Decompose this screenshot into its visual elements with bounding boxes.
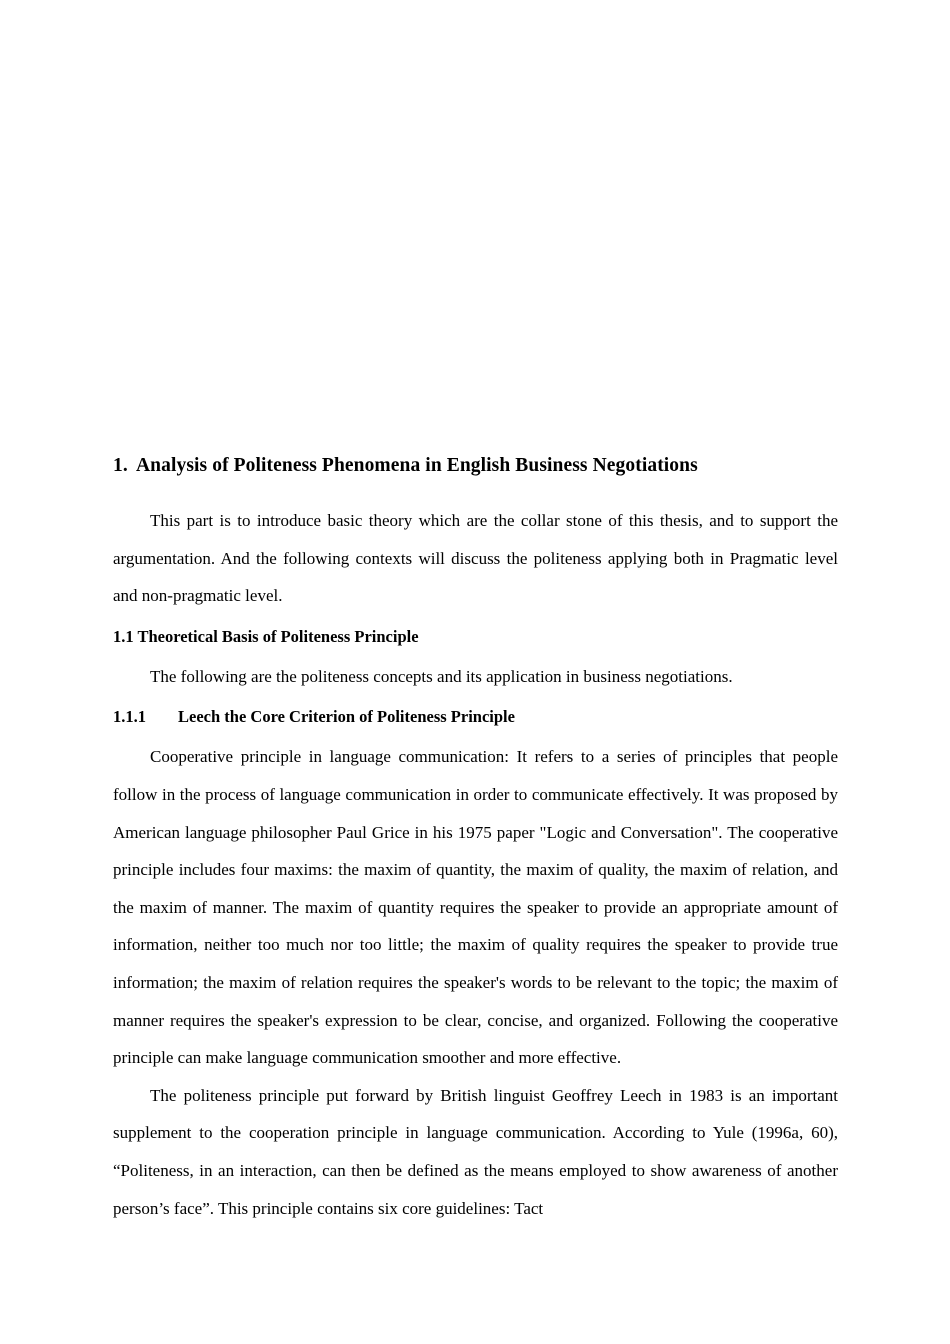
section-heading-1-title: Analysis of Politeness Phenomena in English Business Negotiations — [136, 455, 698, 476]
section-heading-3 — [113, 705, 838, 729]
section-heading-1 — [113, 452, 838, 480]
page-text-block — [113, 452, 838, 1227]
section-heading-1-number: 1. — [113, 455, 128, 476]
section-heading-3-title: Leech the Core Criterion of Politeness Principle — [178, 707, 515, 727]
lead-paragraph: The following are the politeness concepts and its application in business negotiations. — [150, 666, 733, 686]
section-heading-3-number: 1.1.1 — [113, 707, 146, 727]
intro-paragraph: This part is to introduce basic theory which are the collar stone of this thesis, and to support the argumentation. And the following contexts will discuss the politeness applying both in Pragmatic level and non-pragmatic level. — [113, 511, 838, 606]
body-paragraph-cooperative-principle: Cooperative principle in language communication: It refers to a series of principles that people follow in the process of language communication in order to communicate effectively. It was proposed by American language philosopher Paul Grice in his 1975 paper "Logic and Conversation". The cooperative principle includes four maxims: the maxim of quantity, the maxim of quality, the maxim of relation, and the maxim of manner. The maxim of quantity requires the speaker to provide an appropriate amount of information, neither too much nor too little; the maxim of quality requires the speaker to provide true information; the maxim of relation requires the speaker's words to be relevant to the topic; the maxim of manner requires the speaker's expression to be clear, concise, and organized. Following the cooperative principle can make language communication smoother and more effective. — [113, 747, 838, 1068]
body-paragraph-politeness-principle: The politeness principle put forward by British linguist Geoffrey Leech in 1983 is an important supplement to the cooperation principle in language communication. According to Yule (1996a, 60), “Politeness, in an interaction, can then be defined as the means employed to show awareness of another person’s face”. This principle contains six core guidelines: Tact — [113, 1085, 838, 1218]
section-heading-2: 1.1 Theoretical Basis of Politeness Principle — [113, 626, 419, 646]
